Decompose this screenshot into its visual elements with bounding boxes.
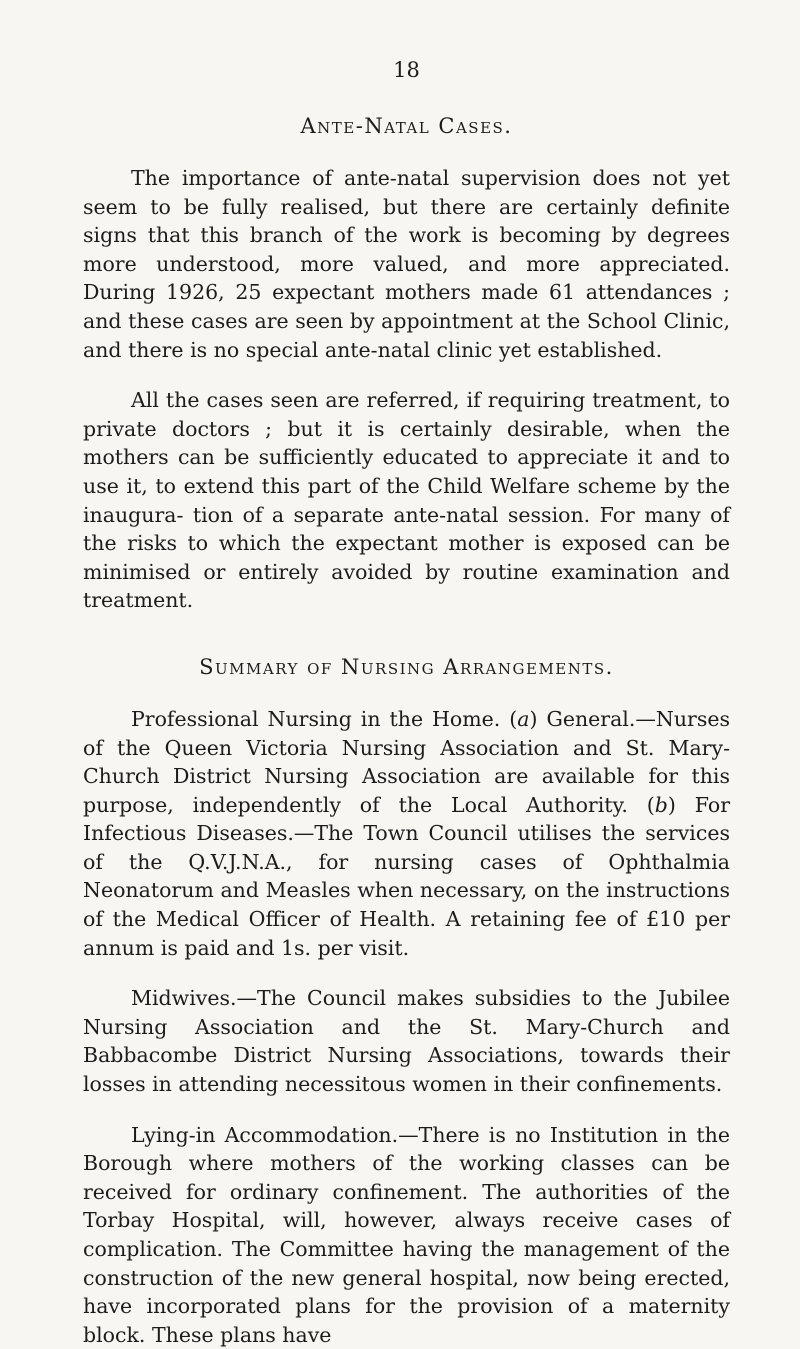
section-heading-ante-natal: Ante-Natal Cases. bbox=[300, 114, 513, 138]
text-segment: ) For Infectious Diseases.—The Town Council utilises the services of the Q.V.J.N.A., for nursing cases of Ophthalmia Neonatorum and Measles when necessary, on the instructions of the Medical Officer of Health. A retaining fee of £10 per annum is paid and 1s. per visit. bbox=[83, 792, 731, 960]
section-heading-nursing: Summary of Nursing Arrangements. bbox=[199, 654, 614, 679]
paragraph-ante-natal-1: The importance of ante-natal supervision does not yet seem to be fully realised, but there are certainly definite signs that this branch of the work is becoming by degrees more understood, more valued, and more appreciated. During 1926, 25 expectant mothers made 61 attendances ; and these cases are seen by appointment at the School Clinic, and there is no special ante-natal clinic yet established. bbox=[83, 166, 730, 362]
paragraph-professional-nursing bbox=[83, 705, 730, 962]
page-number: 18 bbox=[393, 58, 420, 82]
paragraph-lying-in: Lying-in Accommodation.—There is no Institution in the Borough where mothers of the working classes can be received for ordinary confinement. The authorities of the Torbay Hospital, will, however, always receive cases of complication. The Committee having the management of the construction of the new general hospital, now being erected, have incorporated plans for the provision of a maternity block. These plans have bbox=[83, 1122, 730, 1347]
paragraph-ante-natal-2: All the cases seen are referred, if requiring treatment, to private doctors ; but it is certainly desirable, when the mothers can be sufficiently educated to appreciate it and to use it, to extend this part of the Child Welfare scheme by the inaugura- tion of a separate ante-natal session. For many of the risks to which the expectant mother is exposed can be minimised or entirely avoided by routine examination and treatment. bbox=[83, 388, 730, 613]
label-b: b bbox=[654, 792, 668, 817]
paragraph-midwives: Midwives.—The Council makes subsidies to the Jubilee Nursing Association and the St. Mary-Church and Babbacombe District Nursing Associations, towards their losses in attending necessitous women in their confinements. bbox=[83, 986, 730, 1097]
text-segment: Professional Nursing in the Home. ( bbox=[131, 706, 518, 731]
label-a: a bbox=[517, 706, 530, 731]
text-segment: ) General.—Nurses of the Queen Victoria Nursing Association and St. Mary- Church District Nursing Association are available for this purpose, independently of the Local Authority. ( bbox=[83, 706, 730, 817]
